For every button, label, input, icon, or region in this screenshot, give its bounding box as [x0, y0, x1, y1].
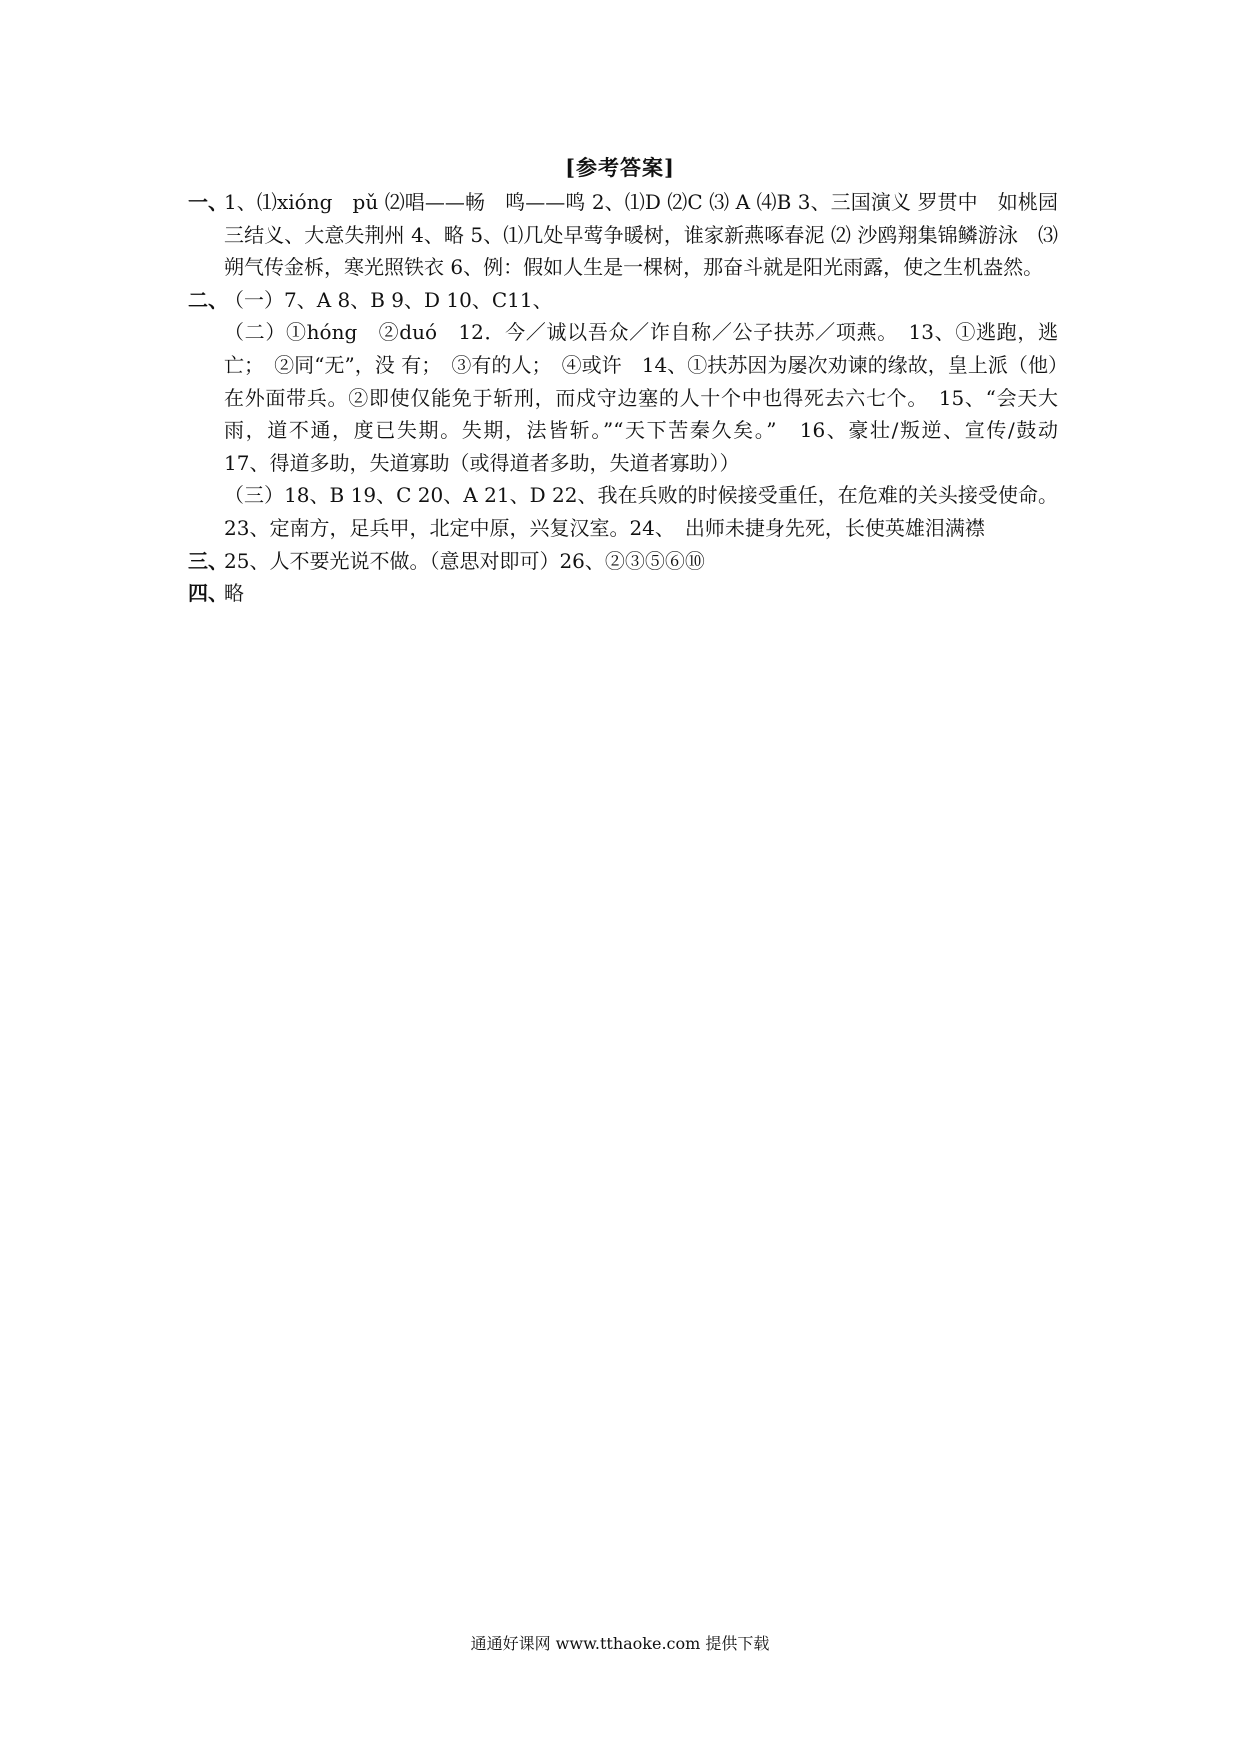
- section-4: [188, 577, 1058, 610]
- section-3-body: [224, 545, 1058, 578]
- section-2-label: 二、: [188, 287, 228, 312]
- page-title: [参考答案]: [565, 155, 675, 180]
- answers-body: [188, 186, 1078, 610]
- section-1-label: 一、: [188, 190, 228, 214]
- section-3-paragraph: 25、人不要光说不做。（意思对即可）26、②③⑤⑥⑩: [224, 548, 705, 573]
- section-2-part-2: （二）①hóng ②duó 12．今／诚以吾众／诈自称／公子扶苏／项燕。 13、①逃跑，逃亡； ②同“无”，没 有； ③有的人； ④或许 14、①扶苏因为屡次劝谏的缘故，皇上派（他）在外面带兵。②即使仅能免于斩刑，而戍守边塞的人十个中也得死去六七个。 15、“会天大雨，道不通，度已失期。失期，法皆斩。”“天下苦秦久矣。” 16、豪壮/叛逆、宣传/鼓动 17、得道多助，失道寡助（或得道者多助，失道者寡助））: [224, 320, 1078, 475]
- section-1-paragraph: 1、⑴xióng pǔ ⑵唱——畅 鸣——鸣 2、⑴D ⑵C ⑶ A ⑷B 3、三国演义 罗贯中 如桃园三结义、大意失荆州 4、略 5、⑴几处早莺争暖树，谁家新燕啄春泥 ⑵ 沙鸥翔集锦鳞游泳 ⑶朔气传金柝，寒光照铁衣 6、例：假如人生是一棵树，那奋斗就是阳光雨露，使之生机盎然。: [224, 190, 1058, 280]
- section-4-label: 四、: [188, 581, 228, 606]
- section-4-body: [224, 577, 1058, 610]
- section-2-part-1: （一）7、A 8、B 9、D 10、C11、: [224, 287, 553, 312]
- section-1-body: [224, 186, 1058, 284]
- section-3-label: 三、: [188, 548, 228, 573]
- section-3: [188, 545, 1058, 578]
- section-1: [188, 186, 1058, 284]
- page-footer: 通通好课网 www.tthaoke.com 提供下载: [470, 1634, 770, 1653]
- section-4-paragraph: 略: [224, 581, 244, 606]
- section-2: [188, 284, 1078, 545]
- section-2-body: [224, 284, 1078, 545]
- section-2-part-3: （三）18、B 19、C 20、A 21、D 22、我在兵败的时候接受重任，在危难的关头接受使命。23、定南方，足兵甲，北定中原，兴复汉室。24、 出师未捷身先死，长使英雄泪满襟: [224, 483, 1058, 540]
